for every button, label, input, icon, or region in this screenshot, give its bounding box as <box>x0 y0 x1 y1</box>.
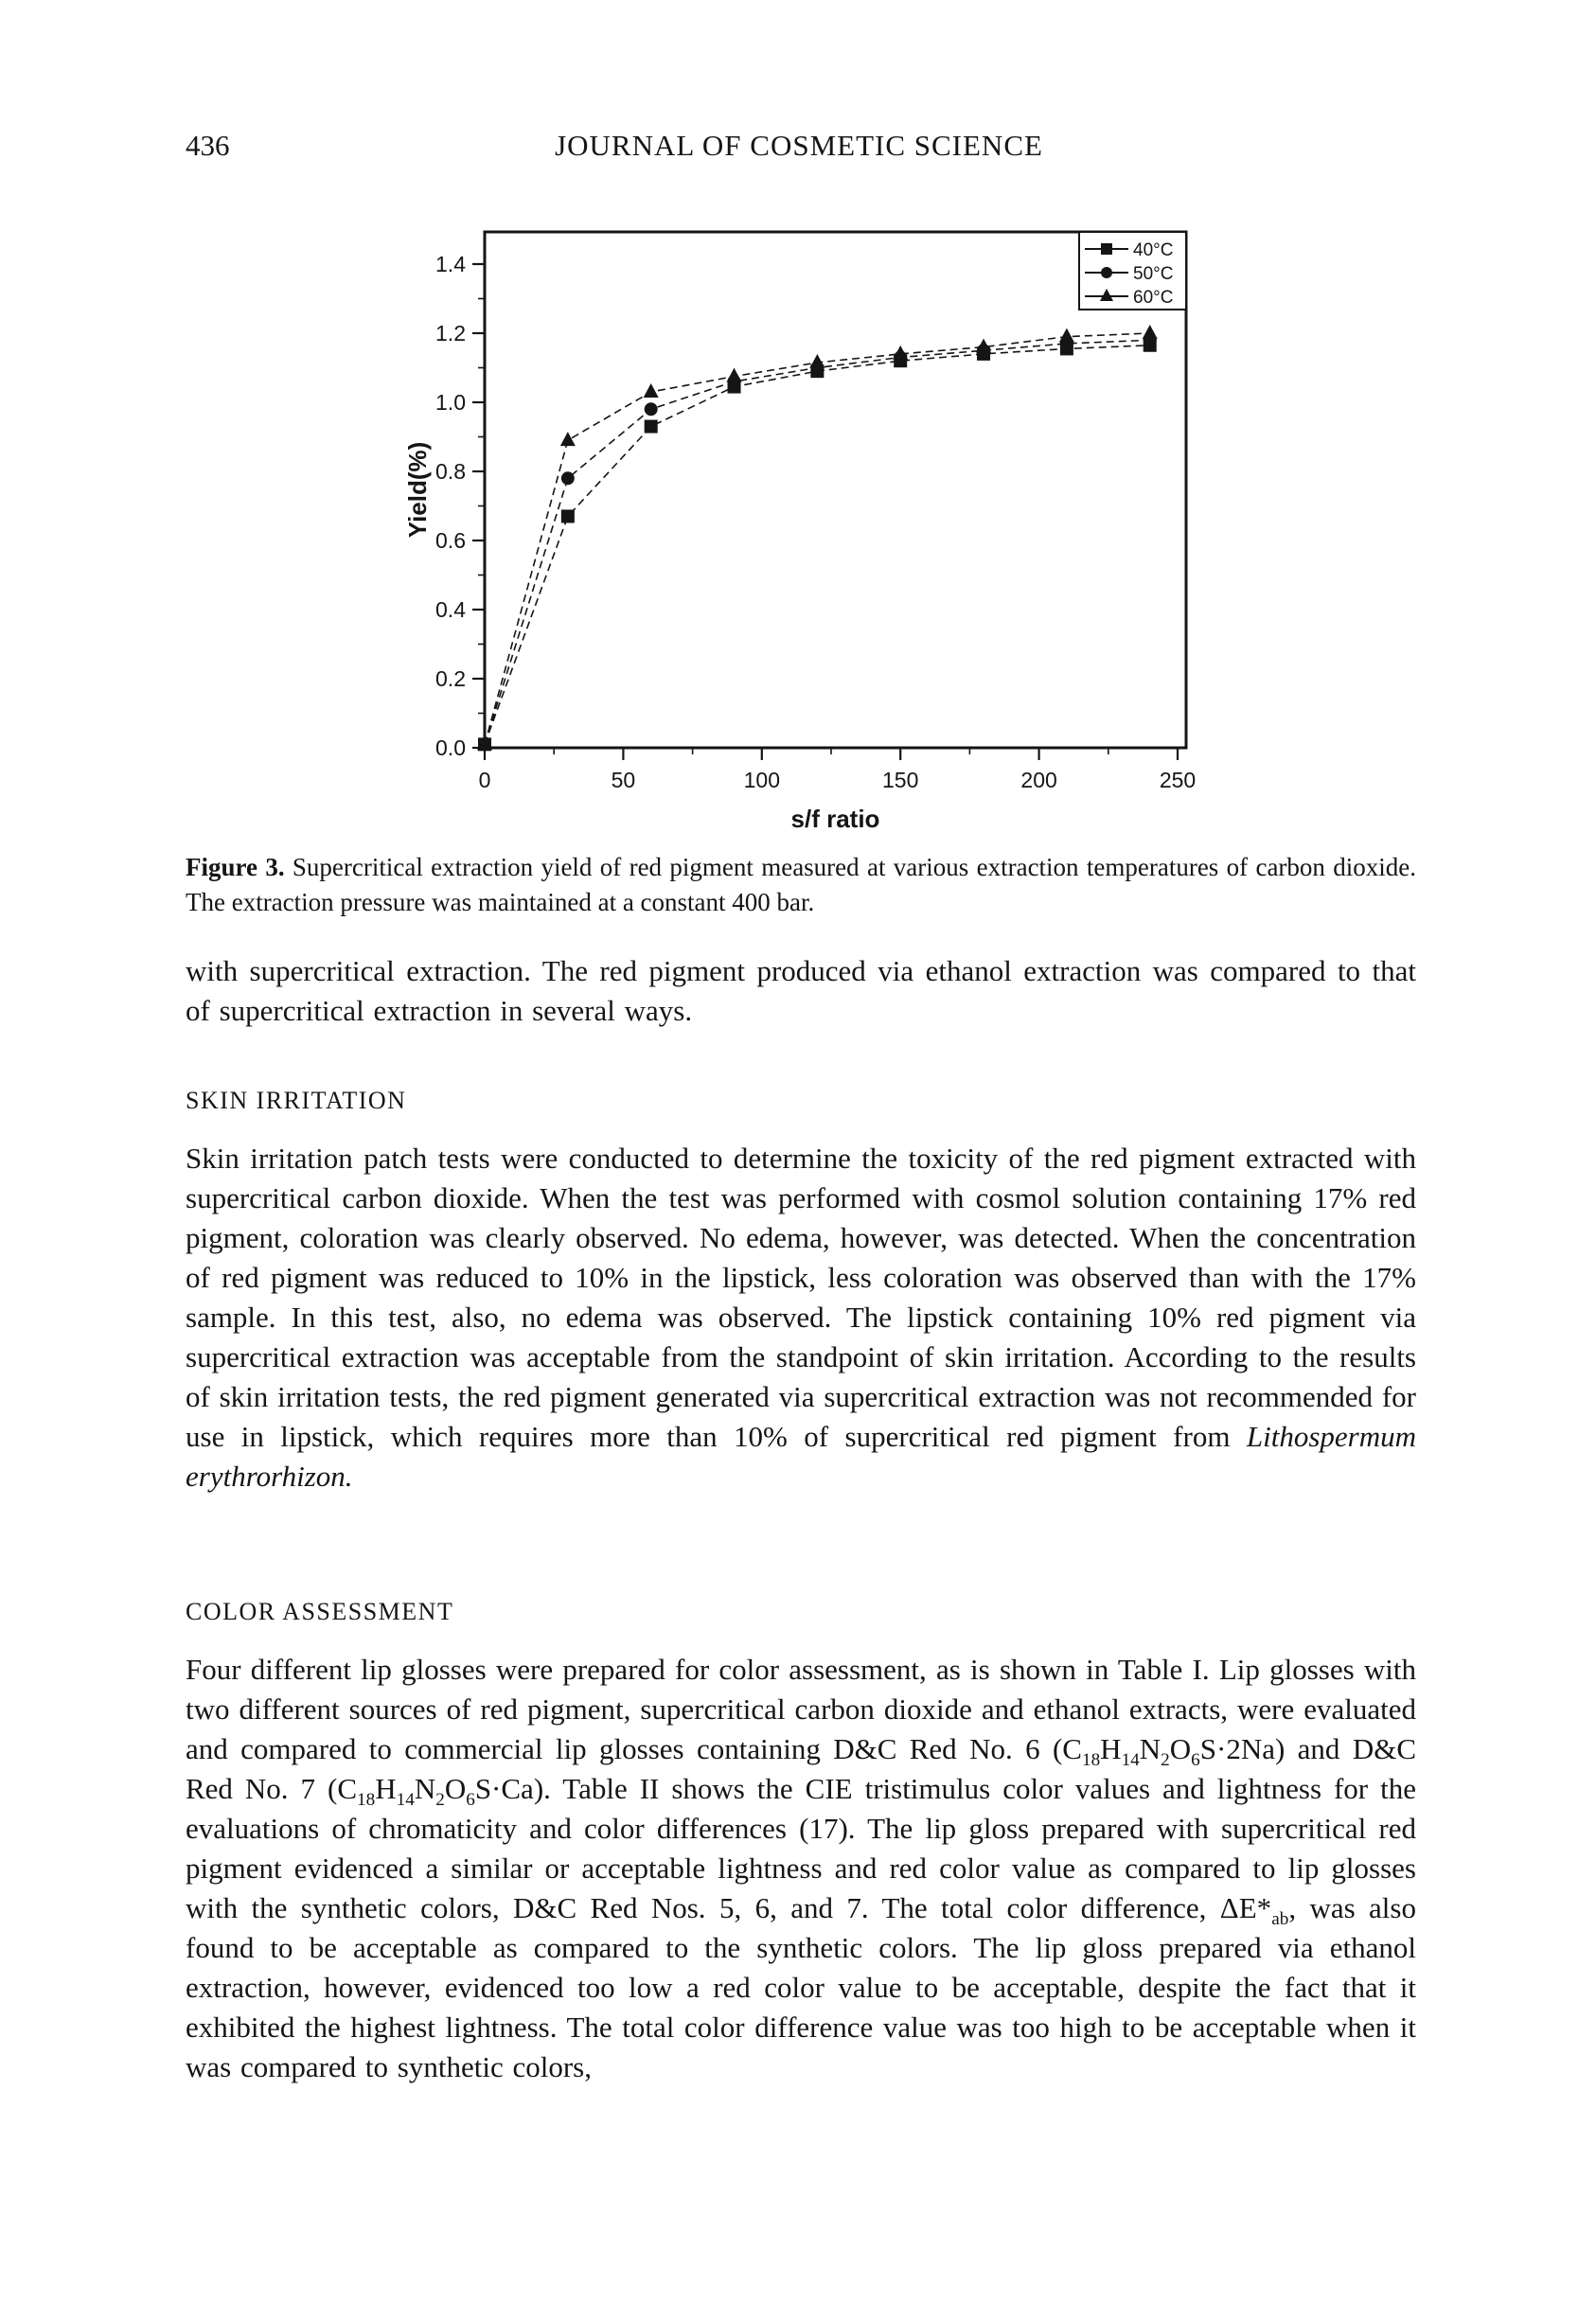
paragraph-intro: with supercritical extraction. The red pigment produced via ethanol extraction was compared to that of supercritical extraction in several ways. <box>186 954 1416 1027</box>
svg-text:0: 0 <box>478 768 491 792</box>
svg-text:200: 200 <box>1020 768 1057 792</box>
svg-text:1.4: 1.4 <box>435 252 466 276</box>
section-heading-skin-irritation: SKIN IRRITATION <box>186 1087 407 1114</box>
svg-text:50°C: 50°C <box>1133 264 1174 284</box>
page-header <box>186 129 1412 163</box>
svg-text:150: 150 <box>882 768 919 792</box>
svg-text:0.2: 0.2 <box>435 666 466 691</box>
svg-text:250: 250 <box>1159 768 1197 792</box>
svg-text:100: 100 <box>743 768 780 792</box>
page-number: 436 <box>186 129 230 162</box>
chart-svg <box>398 213 1212 842</box>
section-heading-color-assessment: COLOR ASSESSMENT <box>186 1598 454 1625</box>
svg-text:1.2: 1.2 <box>435 321 466 345</box>
svg-text:1.0: 1.0 <box>435 390 466 415</box>
svg-text:0.0: 0.0 <box>435 735 466 760</box>
svg-text:Yield(%): Yield(%) <box>403 441 432 539</box>
svg-text:0.8: 0.8 <box>435 459 466 484</box>
svg-text:0.6: 0.6 <box>435 528 466 553</box>
figure-caption: Figure 3. Supercritical extraction yield of red pigment measured at various extraction temperatures of carbon dioxide. The extraction pressure was maintained at a constant 400 bar. <box>186 853 1416 916</box>
figure-3 <box>398 213 1212 842</box>
svg-text:40°C: 40°C <box>1133 240 1174 260</box>
paragraph-color-assessment: Four different lip glosses were prepared for color assessment, as is shown in Table I. Lip glosses with two different sources of red pigment, supercritical carbon dioxide and ethanol extracts, were evaluated and compared to commercial lip glosses containing D&C Red No. 6 $(C_{18}H_{14}N_2O_6S\cdot 2Na)$ and D&C Red No. 7 $(C_{18}H_{14}N_2O_6S\cdot Ca)$. Table II shows the CIE tristimulus color values and lightness for the evaluations of chromaticity and color differences (17). The lip gloss prepared with supercritical red pigment evidenced a similar or acceptable lightness and red color value as compared to lip glosses with the synthetic colors, D&C Red Nos. 5, 6, and 7. The total color difference, $\Delta E*_{ab}$, was also found to be acceptable as compared to the synthetic colors. The lip gloss prepared via ethanol extraction, however, evidenced too low a red color value to be acceptable, despite the fact that it exhibited the highest lightness. The total color difference value was too high to be acceptable when it was compared to synthetic colors, <box>186 1653 1416 2083</box>
journal-title: JOURNAL OF COSMETIC SCIENCE <box>555 129 1043 162</box>
svg-text:50: 50 <box>611 768 636 792</box>
paragraph-skin-irritation: Skin irritation patch tests were conducted to determine the toxicity of the red pigment extracted with supercritical carbon dioxide. When the test was performed with cosmol solution containing 17% red pigment, coloration was clearly observed. No edema, however, was detected. When the concentration of red pigment was reduced to 10% in the lipstick, less coloration was observed than with the 17% sample. In this test, also, no edema was observed. The lipstick containing 10% red pigment via supercritical extraction was acceptable from the standpoint of skin irritation. According to the results of skin irritation tests, the red pigment generated via supercritical extraction was not recommended for use in lipstick, which requires more than 10% of supercritical red pigment from Lithospermum erythrorhizon. <box>186 1142 1416 1493</box>
extraction-yield-chart <box>398 213 1212 847</box>
svg-text:0.4: 0.4 <box>435 597 466 622</box>
svg-text:60°C: 60°C <box>1133 288 1174 308</box>
svg-text:s/f ratio: s/f ratio <box>790 805 880 833</box>
